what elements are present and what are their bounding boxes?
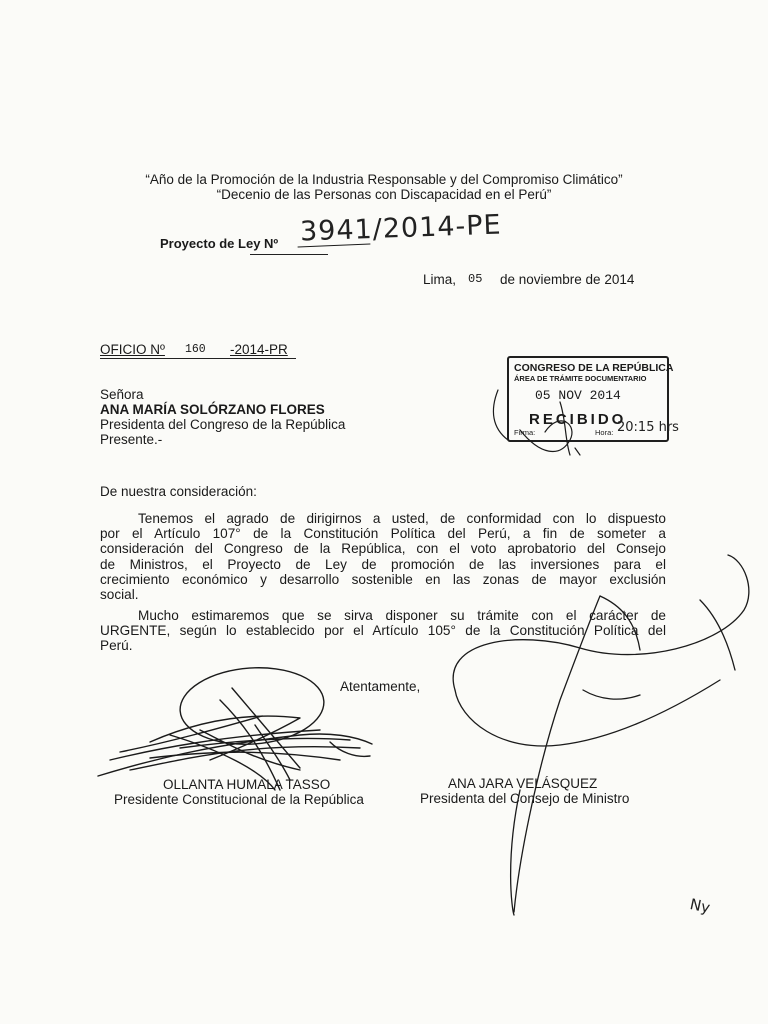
project-underline [250, 254, 328, 255]
project-number-handwritten: 3941/2014-PE [299, 209, 503, 248]
stamp-hora-label: Hora: [595, 428, 614, 437]
recipient-name: ANA MARÍA SOLÓRZANO FLORES [100, 402, 325, 417]
recipient-salutation: Señora [100, 387, 144, 402]
oficio-prefix: OFICIO Nº [100, 342, 165, 357]
motto-line-2: “Decenio de las Personas con Discapacidad en el Perú” [216, 187, 552, 202]
paragraph-1 [100, 511, 666, 602]
signature-left [98, 663, 372, 790]
stamp-hora-value: 20:15 hrs [617, 420, 679, 435]
project-label: Proyecto de Ley Nº [160, 236, 279, 251]
reception-stamp [507, 356, 679, 442]
signer-right-name: ANA JARA VELÁSQUEZ [448, 776, 598, 791]
recipient-presente: Presente.- [100, 432, 163, 447]
greeting: De nuestra consideración: [100, 484, 257, 499]
motto-line-1: “Año de la Promoción de la Industria Responsable y del Compromiso Climático” [145, 172, 623, 187]
stamp-firma-label: Firma: [514, 428, 536, 437]
p1-line-4: de Ministros, el Proyecto de Ley de promoción de las inversiones para el [100, 556, 666, 572]
signer-left-title: Presidente Constitucional de la República [114, 792, 364, 807]
signer-left-name: OLLANTA HUMALA TASSO [163, 777, 331, 792]
stamp-institution: CONGRESO DE LA REPÚBLICA [514, 362, 674, 374]
p1-line-6: social. [100, 587, 139, 603]
oficio-underline [100, 358, 296, 359]
p1-line-5: crecimiento económico y desarrollo sostenible en las zonas de mayor exclusión [100, 571, 666, 587]
date-city: Lima, [423, 272, 457, 287]
closing: Atentamente, [340, 679, 421, 694]
p2-line-1: Mucho estimaremos que se sirva disponer su trámite con el carácter de [138, 608, 666, 623]
recipient-title: Presidenta del Congreso de la República [100, 417, 346, 432]
page-mark: Ny [688, 895, 712, 917]
paragraph-2 [100, 608, 666, 654]
signer-right-title: Presidenta del Consejo de Ministro [420, 791, 630, 806]
p2-line-2: URGENTE, según lo establecido por el Artículo 105° de la Constitución Política del [100, 623, 666, 639]
p2-line-3: Perú. [100, 638, 133, 654]
date-day: 05 [468, 272, 483, 286]
date-rest: de noviembre de 2014 [500, 272, 635, 287]
oficio-suffix: -2014-PR [230, 342, 288, 357]
stamp-received: RECIBIDO [529, 411, 627, 428]
p1-line-2: por el Artículo 107° de la Constitución Política del Perú, a fin de someter a [100, 526, 666, 542]
stamp-date: 05 NOV 2014 [535, 388, 621, 403]
p1-line-3: consideración del Congreso de la República, con el voto aprobatorio del Consejo [100, 541, 666, 557]
oficio-number: 160 [185, 343, 206, 356]
stamp-department: ÁREA DE TRÁMITE DOCUMENTARIO [514, 374, 647, 383]
p1-line-1: Tenemos el agrado de dirigirnos a usted, de conformidad con lo dispuesto [138, 511, 666, 526]
